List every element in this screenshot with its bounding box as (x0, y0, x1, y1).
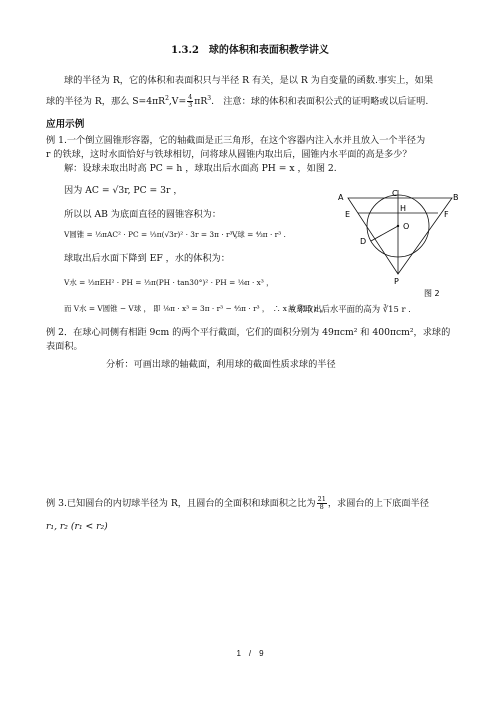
equation-sphere-volume: V球 = ⁴⁄₃π · r³ . (232, 230, 286, 239)
example2-analysis: 分析：可画出球的轴截面，利用球的截面性质求球的半径 (106, 359, 336, 370)
intro-line-2: 球的半径为 R，那么 $S=4\pi R^2,V=$ $\frac{4}{3}$ $\pi R^3$. 注意：球的体积和表面积公式的证明略或以后证明. (46, 93, 429, 109)
example1-solution-line-1: 解：设球未取出时高 PC = h ，球取出后水面高 PH = x ，如图 2. (64, 163, 337, 174)
label-e: E (345, 210, 351, 219)
section-heading: 应用示例 (46, 119, 85, 130)
center-point-o (397, 225, 399, 227)
label-b: B (453, 193, 459, 202)
example1-answer: 故球取出后水平面的高为 ∛15 r . (288, 304, 411, 314)
example2-question-line-2: 表面积。 (46, 341, 83, 352)
label-f: F (444, 210, 449, 219)
example1-solution-line-3: 所以以 AB 为底面直径的圆锥容积为： (64, 209, 222, 220)
page-footer: 1 / 9 (236, 649, 264, 658)
label-p: P (394, 277, 399, 286)
equation-cone-volume: V圆锥 = ⅓πAC² · PC = ⅓π(√3r)² · 3r = 3π · r³ ， (64, 230, 243, 239)
example2-question-line-1: 例 2．在球心同侧有相距 9cm 的两个平行截面，它们的面积分别为 49πcm² 和 400πcm²，求球的 (46, 327, 451, 338)
equation-solve-x: 而 V水 = V圆锥 − V球 ， 即 ⅑π · x³ = 3π · r³ − ⁴⁄₃π · r³ ， ∴ x = ∛15 r ， (64, 304, 328, 313)
example1-solution-line-2: 因为 AC = √3r, PC = 3r ， (64, 185, 183, 196)
radius-od (371, 226, 398, 241)
label-a: A (338, 193, 344, 202)
page-title: 1.3.2 球的体积和表面积教学讲义 (171, 45, 329, 56)
label-d: D (360, 237, 367, 246)
example3-question-line-1: 例 3.已知圆台的内切球半径为 R，且圆台的全面积和球面积之比为 $\frac{21}{8}$ ，求圆台的上下底面半径 (46, 495, 429, 511)
example3-question-line-2: r₁, r₂ (r₁ < r₂) (46, 521, 108, 532)
example1-question-line-2: r 的铁球，这时水面恰好与铁球相切，问将球从圆锥内取出后，圆锥内水平面的高是多少？ (46, 149, 412, 160)
figure-caption: 图 2 (424, 289, 440, 298)
label-h: H (400, 204, 407, 213)
figure-cone-sphere (340, 186, 460, 336)
example1-solution-line-4: 球取出后水面下降到 EF ，水的体积为： (64, 253, 230, 264)
label-o: O (403, 222, 410, 231)
example1-question-line-1: 例 1.一个倒立圆锥形容器，它的轴截面是正三角形，在这个容器内注入水并且放入一个半径为 (46, 135, 426, 146)
equation-water-volume: V水 = ⅓πEH² · PH = ⅓π(PH · tan30°)² · PH = ⅑π · x³ ， (64, 278, 274, 287)
label-c: C (392, 189, 398, 198)
intro-line-1: 球的半径为 R，它的体积和表面积只与半径 R 有关，是以 R 为自变量的函数.事实上，如果 (64, 75, 434, 86)
